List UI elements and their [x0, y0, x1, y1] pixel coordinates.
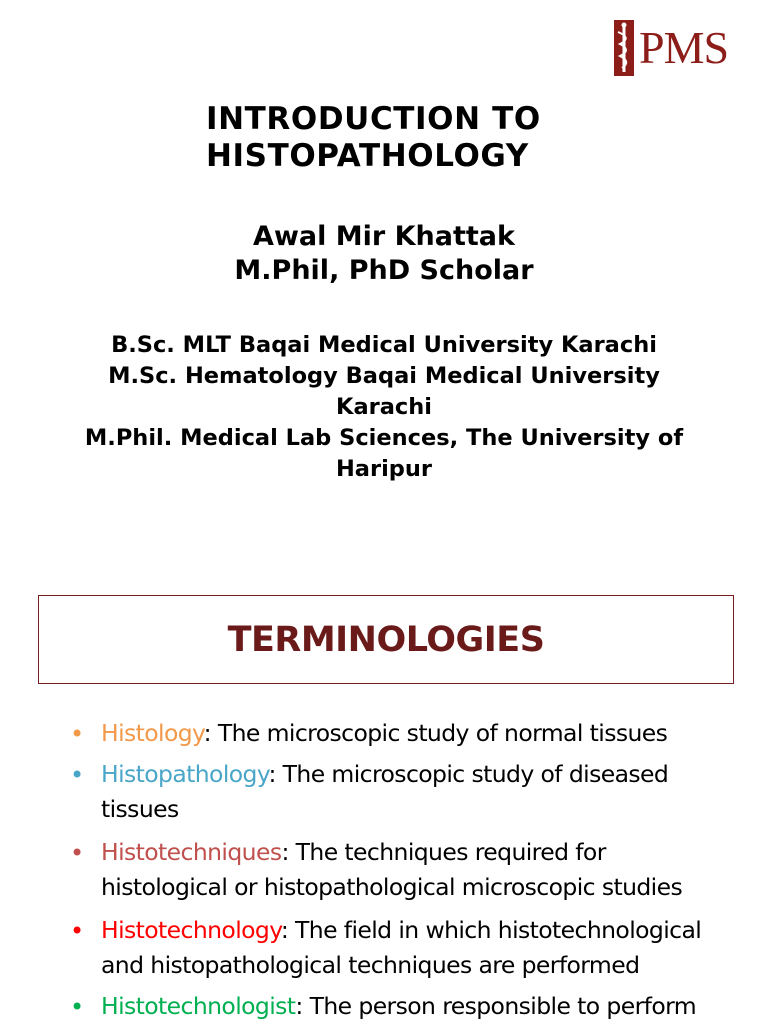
logo-text: PMS	[639, 22, 729, 73]
bullet-text	[101, 716, 761, 751]
title-line: HISTOPATHOLOGY	[206, 138, 529, 174]
qualification-line: B.Sc. MLT Baqai Medical University Karachi	[111, 332, 657, 358]
term: Histology	[101, 719, 204, 747]
definition: and histopathological techniques are performed	[101, 951, 640, 979]
heading-box	[38, 595, 734, 684]
slide-heading: TERMINOLOGIES	[227, 619, 545, 660]
term: Histopathology	[101, 760, 269, 788]
caduceus-icon	[614, 18, 636, 78]
bullet-text	[101, 757, 761, 827]
bullet-dot: •	[70, 993, 85, 1021]
qualification-line: Karachi	[336, 394, 432, 420]
definition: : The field in which histotechnological	[280, 916, 702, 944]
qualification-line: M.Phil. Medical Lab Sciences, The University of	[84, 425, 684, 451]
terminologies-slide	[0, 560, 768, 1024]
definition: histological or histopathological microscopic studies	[101, 873, 683, 901]
author-name: Awal Mir Khattak	[253, 221, 515, 252]
term: Histotechnology	[101, 916, 281, 944]
bullet-dot: •	[70, 761, 85, 789]
bullet-dot: •	[70, 917, 85, 945]
definition: : The microscopic study of normal tissues	[203, 719, 668, 747]
bullet-dot: •	[70, 720, 85, 748]
qualification-line: M.Sc. Hematology Baqai Medical University	[108, 363, 660, 389]
bullet-text	[101, 989, 761, 1024]
author-degree: M.Phil, PhD Scholar	[234, 255, 534, 286]
definition: tissues	[101, 795, 179, 823]
qualification-line: Haripur	[335, 456, 433, 482]
pms-logo	[614, 18, 732, 78]
bullet-text	[101, 835, 761, 905]
term: Histotechniques	[101, 838, 282, 866]
definition: : The person responsible to perform	[295, 992, 697, 1020]
definition: : The microscopic study of diseased	[268, 760, 669, 788]
presentation-title	[206, 101, 686, 175]
bullet-text	[101, 913, 761, 983]
bullet-dot: •	[70, 839, 85, 867]
author-block	[0, 220, 768, 288]
title-line: INTRODUCTION TO	[206, 101, 541, 137]
term: Histotechnologist	[101, 992, 296, 1020]
definition: : The techniques required for	[281, 838, 606, 866]
qualifications	[0, 330, 768, 485]
